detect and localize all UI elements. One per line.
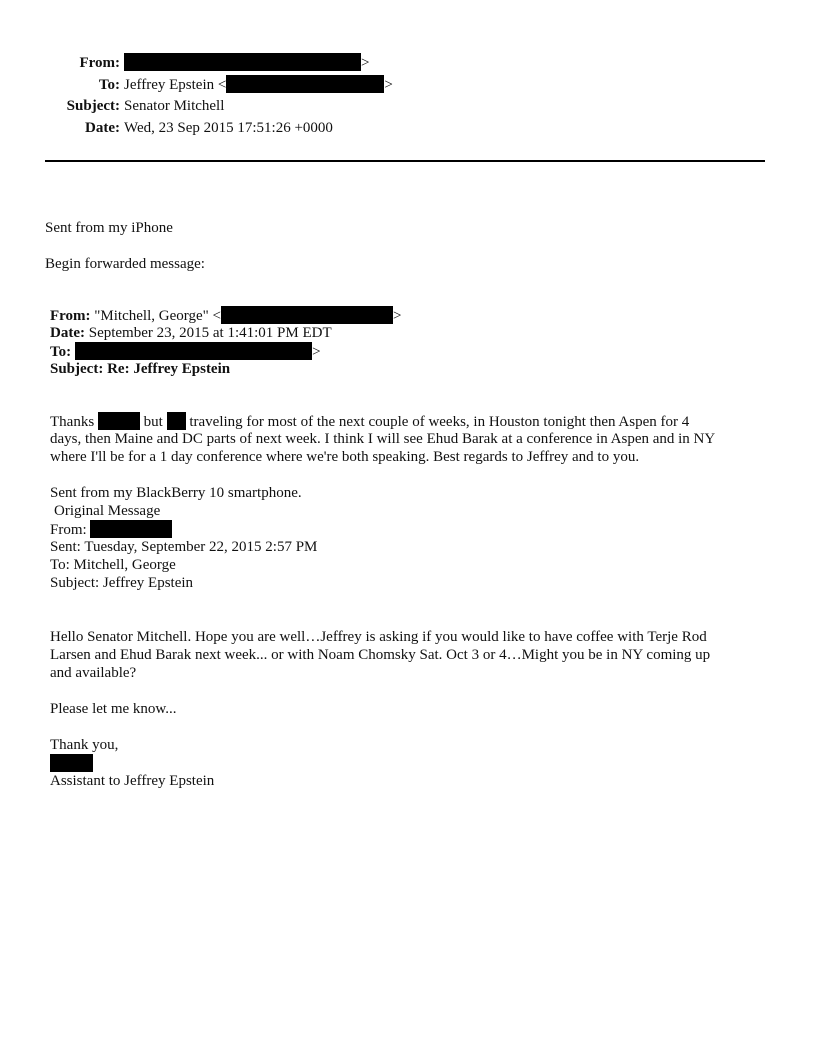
header-subject-row [0, 97, 224, 119]
message-line-2: Larsen and Ehud Barak next week... or with Noam Chomsky Sat. Oct 3 or 4…Might you be in NY coming up [50, 647, 711, 663]
reply-line-3: where I'll be for a 1 day conference where we're both speaking. Best regards to Jeffrey and to you. [50, 449, 640, 465]
begin-forwarded-message: Begin forwarded message: [45, 256, 205, 272]
signature-title: Assistant to Jeffrey Epstein [50, 773, 215, 789]
fwd-subject: Subject: Re: Jeffrey Epstein [50, 361, 231, 377]
header-to-value: Jeffrey Epstein < [124, 77, 227, 93]
header-from-row [0, 53, 369, 75]
fwd-date-label: Date: [50, 325, 85, 341]
please-let-me-know: Please let me know... [50, 701, 177, 717]
redaction-block [50, 754, 93, 772]
reply-line-1-rest: traveling for most of the next couple of weeks, in Houston tonight then Aspen for 4 [189, 414, 690, 430]
redaction-block [167, 412, 186, 430]
header-subject-value: Senator Mitchell [124, 98, 225, 114]
original-from-label: From: [50, 522, 87, 538]
reply-but: but [143, 414, 163, 430]
sent-from-iphone: Sent from my iPhone [45, 220, 173, 236]
original-from-row [50, 520, 172, 539]
fwd-from-value: "Mitchell, George" < [94, 308, 221, 324]
header-from-close: > [361, 55, 370, 71]
redaction-block [75, 342, 312, 360]
message-line-3: and available? [50, 665, 137, 681]
fwd-to-close: > [312, 344, 321, 360]
header-to-label: To: [98, 77, 120, 93]
fwd-date-value: September 23, 2015 at 1:41:01 PM EDT [88, 325, 332, 341]
fwd-to-label: To: [50, 344, 72, 360]
header-to-row [0, 75, 393, 97]
redaction-block [221, 306, 393, 324]
header-date-row [0, 119, 333, 141]
reply-thanks: Thanks [50, 414, 95, 430]
thank-you: Thank you, [50, 737, 119, 753]
redaction-block [90, 520, 172, 538]
reply-line-1 [50, 412, 689, 431]
message-line-1: Hello Senator Mitchell. Hope you are well…Jeffrey is asking if you would like to have coffee with Terje Rod [50, 629, 707, 645]
header-subject-label: Subject: [66, 98, 120, 114]
fwd-date-row [50, 324, 332, 342]
redaction-block [226, 75, 384, 93]
original-sent: Sent: Tuesday, September 22, 2015 2:57 PM [50, 539, 318, 555]
header-divider [45, 160, 765, 162]
original-to: To: Mitchell, George [50, 557, 176, 573]
header-to-close: > [384, 77, 393, 93]
fwd-from-close: > [392, 308, 402, 324]
original-message-label: Original Message [54, 503, 161, 519]
header-date-value: Wed, 23 Sep 2015 17:51:26 +0000 [124, 120, 333, 136]
fwd-from-row [50, 306, 401, 325]
fwd-to-row [50, 342, 321, 361]
redaction-block [98, 412, 140, 430]
header-date-label: Date: [85, 120, 120, 136]
sent-from-blackberry: Sent from my BlackBerry 10 smartphone. [50, 485, 302, 501]
header-from-label: From: [79, 55, 120, 71]
fwd-from-label: From: [50, 308, 91, 324]
reply-line-2: days, then Maine and DC parts of next week. I think I will see Ehud Barak at a conference in Aspen and in NY [50, 431, 716, 447]
original-subject: Subject: Jeffrey Epstein [50, 575, 194, 591]
redaction-block [124, 53, 361, 71]
